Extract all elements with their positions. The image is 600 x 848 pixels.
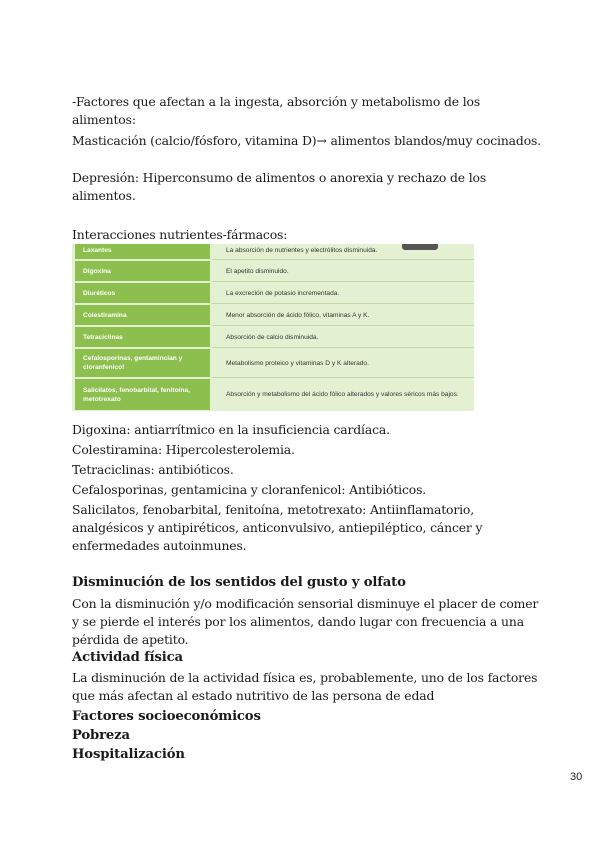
note-tetraciclinas: Tetraciclinas: antibióticos.	[72, 462, 234, 477]
drug-cell: Colestiramina	[75, 305, 210, 325]
pobreza-heading: Pobreza	[72, 728, 130, 743]
masticacion-text: Masticación (calcio/fósforo, vitamina D)→ alimentos blandos/muy cocinados.	[72, 133, 542, 148]
drug-cell: Diuréticos	[75, 283, 210, 303]
note-cefalosporinas: Cefalosporinas, gentamicina y cloranfenicol: Antibióticos.	[72, 482, 427, 497]
sentidos-text: Con la disminución y/o modificación sensorial disminuye el placer de comer y se pierde el interés por los alimentos, dando lugar con frecuencia a una pérdida de apetito.	[72, 596, 539, 647]
drug-cell: Salicilatos, fenobarbital, fenitoína, metotrexato	[75, 379, 210, 410]
drug-cell: Tetraciclinas	[75, 327, 210, 347]
actividad-text: La disminución de la actividad física es, probablemente, uno de los factores que más afectan al estado nutritivo de las persona de edad	[72, 670, 538, 703]
effect-cell: Menor absorción de ácido fólico, vitaminas A y K.	[226, 311, 370, 319]
effect-cell: La absorción de nutrientes y electrólitos disminuida.	[226, 247, 378, 254]
table-row	[72, 378, 474, 411]
drug-cell: Laxantes	[75, 244, 210, 259]
intro-heading: -Factores que afectan a la ingesta, absorción y metabolismo de los alimentos:	[72, 94, 481, 127]
effect-cell: Absorción de calcio disminuida.	[226, 333, 319, 341]
page-number: 30	[570, 771, 583, 783]
drug-cell: Digoxina	[75, 261, 210, 281]
table-row	[72, 304, 474, 326]
effect-cell: La excreción de potasio incrementada.	[226, 289, 340, 297]
note-salicilatos: Salicilatos, fenobarbital, fenitoína, metotrexato: Antiinflamatorio, analgésicos y antipiréticos, anticonvulsivo, antiepiléptico, cáncer y enfermedades autoinmunes.	[72, 502, 483, 553]
drug-cell: Cefalosporinas, gentamincian y cloranfenicol	[75, 349, 210, 377]
drug-interactions-table	[72, 244, 474, 411]
sentidos-heading: Disminución de los sentidos del gusto y olfato	[72, 575, 406, 590]
effect-cell: Absorción y metabolismo del ácido fólico alterados y valores séricos más bajos.	[226, 391, 459, 398]
interacciones-heading: Interacciones nutrientes-fármacos:	[72, 227, 288, 242]
note-digoxina: Digoxina: antiarrítmico en la insuficiencia cardíaca.	[72, 422, 390, 437]
actividad-heading: Actividad física	[72, 650, 183, 665]
hospitalizacion-heading: Hospitalización	[72, 747, 185, 762]
socioeconomicos-heading: Factores socioeconómicos	[72, 709, 261, 724]
table-row	[72, 260, 474, 282]
table-row	[72, 326, 474, 348]
table-row	[72, 282, 474, 304]
depresion-text: Depresión: Hiperconsumo de alimentos o anorexia y rechazo de los alimentos.	[72, 170, 487, 203]
table-row	[72, 244, 474, 260]
note-colestiramina: Colestiramina: Hipercolesterolemia.	[72, 442, 295, 457]
table-row	[72, 348, 474, 378]
effect-cell: Metabolismo proteico y vitaminas D y K alterado.	[226, 359, 369, 367]
effect-cell: El apetito disminuido.	[226, 267, 289, 275]
